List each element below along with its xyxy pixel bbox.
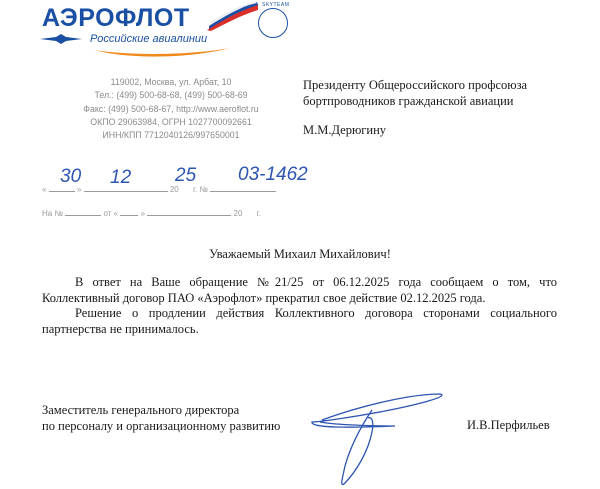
close-quote: » <box>76 185 82 194</box>
letter-body <box>42 275 557 337</box>
number-label: № <box>199 185 208 194</box>
recipient-name: М.М.Дерюгину <box>303 123 387 137</box>
signatory-title-line-2: по персоналу и организационному развитию <box>42 418 281 433</box>
inn-line: ИНН/КПП 7712040126/997650001 <box>102 130 240 141</box>
incoming-number-field <box>65 207 101 216</box>
handwritten-month: 12 <box>110 167 132 188</box>
signatory-name: И.В.Перфильев <box>467 418 550 432</box>
close-quote: » <box>140 209 146 218</box>
handwritten-number: 03-1462 <box>238 164 308 185</box>
incoming-number-label: На № <box>42 209 64 218</box>
skyteam-badge <box>258 8 288 38</box>
phone-line: Тел.: (499) 500-68-68, (499) 500-68-69 <box>94 90 248 101</box>
body-paragraph: В ответ на Ваше обращение №21/25 от 06.12.2025 года сообщаем о том, что Коллективный договор ПАО «Аэрофлот» прекратил свое действие 02.12.2025 года. <box>42 275 557 305</box>
incoming-reference-line <box>42 207 261 218</box>
year-suffix: г. <box>192 185 198 194</box>
body-paragraph: Решение о продлении действия Коллективного договора сторонами социального партнерства не принималось. <box>42 306 557 336</box>
address-line: 119002, Москва, ул. Арбат, 10 <box>110 77 232 87</box>
skyteam-label: SKYTEAM <box>262 2 290 8</box>
signatory-title <box>42 403 280 434</box>
winged-emblem-icon <box>40 33 82 45</box>
year-prefix: 20 <box>233 209 243 218</box>
incoming-day-field <box>120 207 138 216</box>
logo-subtitle: Российские авиалинии <box>90 33 208 45</box>
handwritten-year: 25 <box>175 165 197 186</box>
russian-flag-wing-icon <box>205 2 260 32</box>
handwritten-signature-icon <box>300 388 450 488</box>
open-quote: « <box>113 209 119 218</box>
signatory-title-line-1: Заместитель генерального директора <box>42 403 240 417</box>
salutation: Уважаемый Михаил Михайлович! <box>209 247 391 261</box>
aeroflot-logo: АЭРОФЛОТ <box>42 4 190 32</box>
fax-line: Факс: (499) 500-68-67, http://www.aeroflot.ru <box>83 103 259 114</box>
handwritten-day: 30 <box>60 166 82 187</box>
recipient-title-2: бортпроводников гражданской авиации <box>303 93 514 108</box>
year-suffix: г. <box>256 209 261 218</box>
recipient-block <box>303 78 527 139</box>
recipient-title-1: Президенту Общероссийского профсоюза <box>303 78 528 92</box>
incoming-month-field <box>147 207 231 216</box>
year-prefix: 20 <box>169 185 179 194</box>
okpo-line: ОКПО 29063984, ОГРН 1027700092661 <box>90 116 252 127</box>
company-address <box>40 76 302 142</box>
from-label: от <box>103 209 112 218</box>
orange-swoosh-icon <box>92 46 232 60</box>
open-quote: « <box>42 185 47 194</box>
